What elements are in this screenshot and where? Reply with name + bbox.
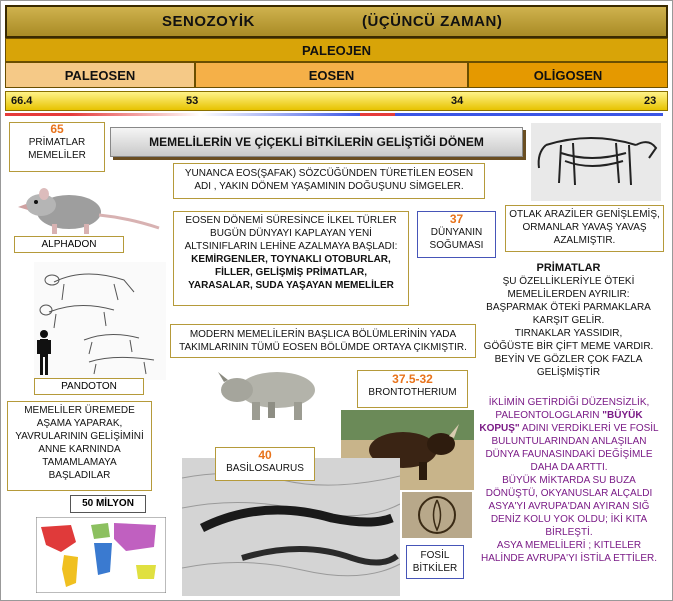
fossil-line1: FOSİL	[420, 550, 450, 561]
date-34: 34	[451, 95, 464, 107]
date-23: 23	[644, 95, 657, 107]
climate-line2	[475, 409, 663, 422]
date-66: 66.4	[11, 95, 33, 107]
birth-line2: AŞAMA YAPARAK,	[36, 418, 123, 429]
divider-gradient	[70, 113, 360, 116]
birth-line6: BAŞLADILAR	[48, 470, 111, 481]
divider-blue	[395, 113, 663, 116]
primates-mammals-box	[9, 122, 105, 172]
climate-line2a: PALEONTOLOGLARIN	[495, 410, 603, 421]
period-label: PALEOJEN	[301, 42, 372, 58]
brontotherium-label: BRONTOTHERIUM	[368, 387, 457, 398]
modern-line2: TAKIMLARININ TÜMÜ EOSEN BÖLÜMDE ORTAYA ÇIKMIŞTIR.	[179, 342, 467, 353]
birth-line1: MEMELİLER ÜREMEDE	[24, 405, 135, 416]
pandoton-label: PANDOTON	[34, 378, 144, 395]
cooling-line2: SOĞUMASI	[429, 240, 484, 251]
world-map-image	[36, 517, 166, 593]
eocene-line4: KEMİRGENLER, TOYNAKLI OTOBURLAR,	[191, 254, 391, 265]
rhino-image	[212, 362, 330, 422]
primates-info-title: PRİMATLAR	[536, 262, 601, 274]
grassland-box	[505, 205, 664, 252]
date-40-label: 40	[258, 448, 272, 462]
epoch-oligocene: OLİGOSEN	[468, 62, 668, 88]
grass-line3: AZALMIŞTIR.	[553, 235, 616, 246]
date-scale	[5, 91, 668, 111]
eos-line1: YUNANCA EOS(ŞAFAK) SÖZCÜĞÜNDEN TÜRETİLEN EOSEN	[184, 168, 474, 179]
climate-line10: DENİZ KOLU YOK OLDU; İKİ KITA	[490, 514, 648, 525]
climate-line3	[475, 422, 663, 435]
primates-info-line2: MEMELİLERDEN AYRILIR:	[507, 289, 630, 300]
climate-line12: ASYA MEMELİLERİ ; KITLELER	[496, 540, 642, 551]
primates-info-line3: BAŞPARMAK ÖTEKİ PARMAKLARA	[486, 302, 651, 313]
era-title-bar	[5, 5, 668, 38]
fifty-million-label: 50 MİLYON	[70, 495, 146, 513]
climate-line1: İKLİMİN GETİRDİĞİ DÜZENSİZLİK,	[488, 397, 650, 408]
fossil-line2: BİTKİLER	[412, 563, 458, 574]
primate-skeletons-image	[34, 262, 166, 380]
era-subtitle: (ÜÇÜNCÜ ZAMAN)	[362, 13, 503, 30]
eocene-line3: ALTSINIFLARIN LEHİNE AZALMAYA BAŞLADI:	[184, 241, 398, 252]
mammals-label: MEMELİLER	[28, 150, 86, 161]
eocene-line5: FİLLER, GELİŞMİŞ PRİMATLAR,	[214, 267, 368, 278]
period-bar	[5, 38, 668, 62]
primates-info-line4: KARŞIT GELİR.	[532, 315, 605, 326]
birth-line4: ANNE KARNINDA	[38, 444, 121, 455]
era-title: SENOZOYİK	[162, 13, 255, 30]
primates-label: PRİMATLAR	[28, 137, 86, 148]
grass-line2: ORMANLAR YAVAŞ YAVAŞ	[522, 222, 647, 233]
date-65-label: 65	[50, 122, 64, 136]
epoch-eocene: EOSEN	[195, 62, 468, 88]
eos-origin-box	[173, 163, 485, 199]
eocene-line2: BUGÜN DÜNYAYI KAPLAYAN YENİ	[210, 228, 372, 239]
eocene-species-box	[173, 211, 409, 306]
fossil-plants-box	[406, 545, 464, 579]
eocene-line1: EOSEN DÖNEMİ SÜRESİNCE İLKEL TÜRLER	[185, 215, 397, 226]
alphadon-label: ALPHADON	[14, 236, 124, 253]
birth-line5: TAMAMLAMAYA	[42, 457, 117, 468]
climate-line6: DAHA DA ARTTI.	[530, 462, 608, 473]
climate-line7: BÜYÜK MİKTARDA SU BUZA	[502, 475, 636, 486]
skeleton-image	[531, 123, 661, 201]
primates-info-line8: GELİŞMİŞTİR	[536, 367, 601, 378]
main-banner: MEMELİLERİN VE ÇİÇEKLİ BİTKİLERİN GELİŞTİĞİ DÖNEM	[110, 127, 523, 157]
eos-line2: ADI , YAKIN DÖNEM YAŞAMININ DOĞUŞUNU SİMGELER.	[194, 181, 464, 192]
modern-mammals-box	[170, 324, 476, 358]
climate-line8: DÖNÜŞTÜ, OKYANUSLAR ALÇALDI	[485, 488, 653, 499]
climate-line9: ASYA'YI AVRUPA'DAN AYIRAN SIĞ	[488, 501, 650, 512]
climate-line5: DÜNYA FAUNASINDAKİ DEĞİŞİMLE	[485, 449, 653, 460]
fossil-plant-image	[402, 492, 472, 538]
cooling-box	[417, 211, 496, 258]
date-53: 53	[186, 95, 199, 107]
epoch-paleocene: PALEOSEN	[5, 62, 195, 88]
climate-line4: BULUNTULARINDAN ANLAŞILAN	[491, 436, 647, 447]
basilosaurus-label: BASİLOSAURUS	[226, 463, 304, 474]
epoch-row	[5, 62, 668, 88]
primates-info-box	[477, 259, 660, 392]
climate-line13: HALİNDE AVRUPA'YI İSTİLA ETTİLER.	[480, 553, 658, 564]
cooling-line1: DÜNYANIN	[430, 227, 483, 238]
climate-line11: BİRLEŞTİ.	[545, 527, 593, 538]
primates-info-line7: BEYİN VE GÖZLER ÇOK FAZLA	[494, 354, 643, 365]
opossum-image	[14, 180, 164, 238]
primates-info-line6: GÖĞÜSTE BİR ÇİFT MEME VARDIR.	[483, 341, 654, 352]
date-37-label: 37	[449, 212, 464, 226]
basilosaurus-box	[215, 447, 315, 481]
primates-info-line5: TIRNAKLAR YASSIDIR,	[514, 328, 623, 339]
grass-line1: OTLAK ARAZİLER GENİŞLEMİŞ,	[509, 209, 660, 220]
primates-info-line1: ŞU ÖZELLİKLERİYLE ÖTEKİ	[502, 276, 635, 287]
birth-line3: YAVRULARININ GELİŞİMİNİ	[15, 431, 144, 442]
climate-change-box	[474, 393, 664, 593]
eocene-line6: YARASALAR, SUDA YAŞAYAN MEMELİLER	[188, 280, 394, 291]
modern-line1: MODERN MEMELİLERİN BAŞLICA BÖLÜMLERİNİN YADA	[189, 329, 457, 340]
climate-line3a: KOPUŞ"	[479, 423, 520, 434]
climate-line3b: ADINI VERDİKLERİ VE FOSİL	[519, 423, 659, 434]
climate-line2b: "BÜYÜK	[602, 410, 643, 421]
date-37-32-label: 37.5-32	[392, 372, 433, 386]
reproduction-box	[7, 401, 152, 491]
